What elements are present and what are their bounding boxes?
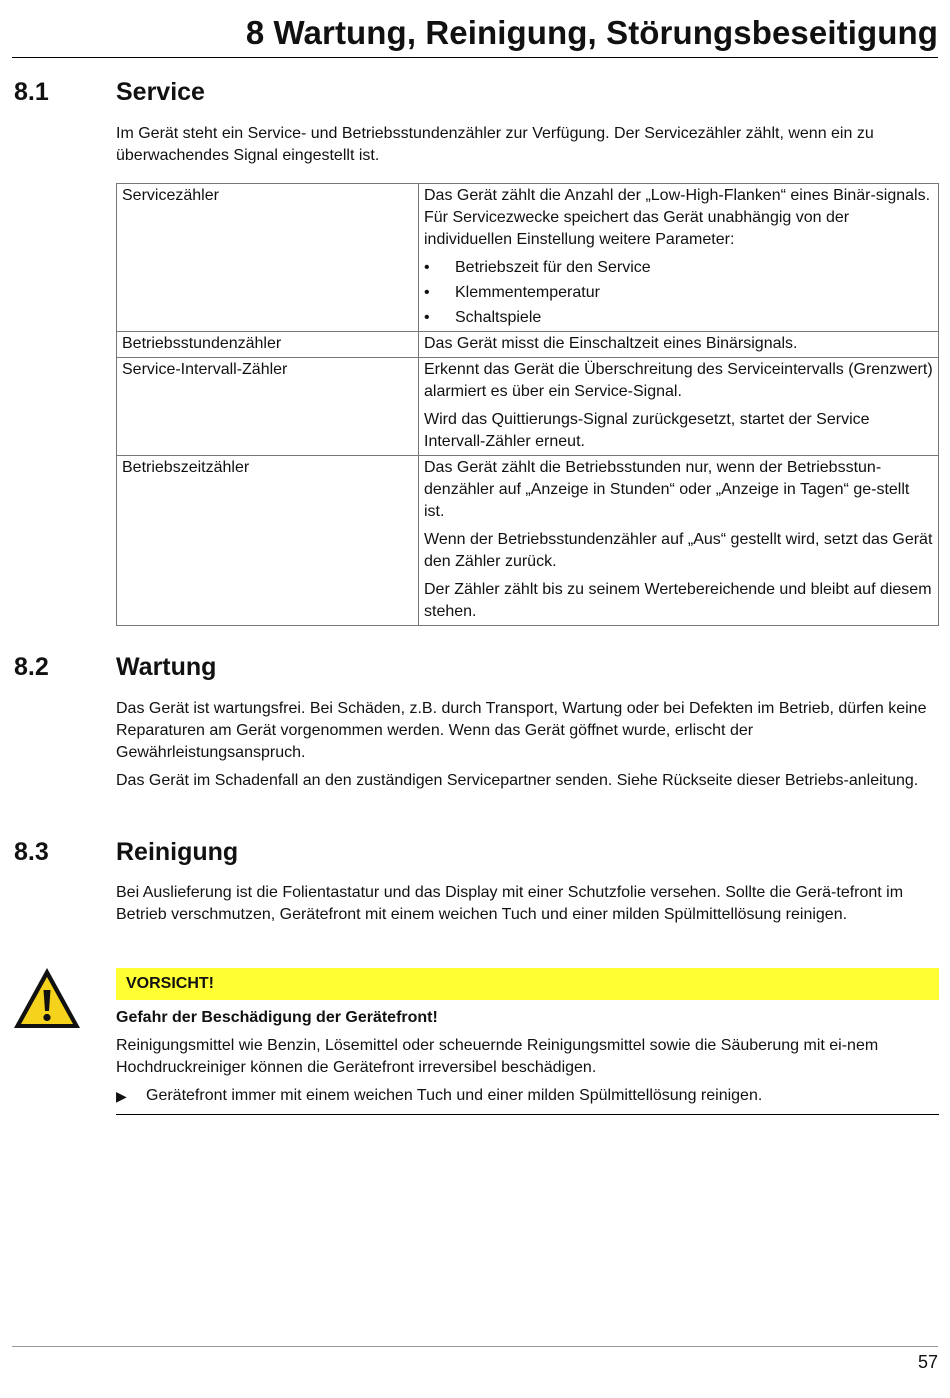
table-row xyxy=(117,456,939,626)
counter-description xyxy=(419,332,939,358)
warning-end-divider xyxy=(116,1114,939,1115)
counter-description xyxy=(419,358,939,456)
bullet-icon: • xyxy=(424,259,430,276)
table-row xyxy=(117,184,939,332)
chapter-title: 8 Wartung, Reinigung, Störungsbeseitigung xyxy=(245,14,938,51)
counter-table xyxy=(116,183,939,626)
bullet-icon: • xyxy=(424,284,430,301)
warning-text: Reinigungsmittel wie Benzin, Lösemittel oder scheuernde Reinigungsmittel sowie die Säuberung mit ei-nem Hochdruckreiniger können die Gerätefront irreversibel beschädigen. xyxy=(116,1037,879,1076)
counter-name: Betriebszeitzähler xyxy=(117,456,419,626)
counter-description xyxy=(419,456,939,626)
page-number: 57 xyxy=(917,1352,938,1372)
service-intro: Im Gerät steht ein Service- und Betriebsstundenzähler zur Verfügung. Der Servicezähler zählt, wenn ein zu überwachendes Signal eingestellt ist. xyxy=(116,125,874,164)
bullet-text: Schaltspiele xyxy=(455,309,542,326)
table-row xyxy=(117,358,939,456)
list-item xyxy=(424,282,933,304)
table-row xyxy=(117,332,939,358)
description-text: Das Gerät misst die Einschaltzeit eines Binärsignals. xyxy=(424,335,798,352)
bullet-icon: • xyxy=(424,309,430,326)
wartung-paragraph: Das Gerät im Schadenfall an den zuständigen Servicepartner senden. Siehe Rückseite dieser Betriebs-anleitung. xyxy=(116,772,919,789)
description-text: Der Zähler zählt bis zu seinem Wertebereichende und bleibt auf diesem stehen. xyxy=(424,581,932,620)
warning-action-text: Gerätefront immer mit einem weichen Tuch und einer milden Spülmittellösung reinigen. xyxy=(146,1087,763,1104)
bullet-text: Betriebszeit für den Service xyxy=(455,259,651,276)
section-title-wartung: Wartung xyxy=(116,653,217,681)
description-text: Das Gerät zählt die Betriebsstunden nur, wenn der Betriebsstun-denzähler auf „Anzeige in Stunden“ oder „Anzeige in Tagen“ ge-stellt ist. xyxy=(424,459,910,520)
section-title-reinigung: Reinigung xyxy=(116,838,239,866)
section-number-service: 8.1 xyxy=(14,78,49,106)
section-title-service: Service xyxy=(116,78,205,106)
section-number-reinigung: 8.3 xyxy=(14,838,49,866)
list-item xyxy=(424,257,933,279)
warning-action xyxy=(116,1085,940,1107)
counter-name: Betriebsstundenzähler xyxy=(117,332,419,358)
description-text: Das Gerät zählt die Anzahl der „Low-High-Flanken“ eines Binär-signals. Für Servicezwecke speichert das Gerät unabhängig von der individuellen Einstellung weitere Parameter: xyxy=(424,187,931,248)
play-arrow-icon: ▶ xyxy=(116,1088,127,1104)
counter-name: Service-Intervall-Zähler xyxy=(117,358,419,456)
wartung-paragraph: Das Gerät ist wartungsfrei. Bei Schäden, z.B. durch Transport, Wartung oder bei Defekten im Betrieb, dürfen keine Reparaturen am Gerät vorgenommen werden. Wenn das Gerät göffnet wurde, erlischt der Gewährleistungsanspruch. xyxy=(116,700,927,761)
list-item xyxy=(424,307,933,329)
description-text: Wenn der Betriebsstundenzähler auf „Aus“ gestellt wird, setzt das Gerät den Zähler zurück. xyxy=(424,531,933,570)
counter-description xyxy=(419,184,939,332)
warning-triangle-icon xyxy=(12,966,82,1030)
footer-divider xyxy=(12,1346,938,1347)
section-number-wartung: 8.2 xyxy=(14,653,49,681)
bullet-text: Klemmentemperatur xyxy=(455,284,600,301)
description-text: Erkennt das Gerät die Überschreitung des Serviceintervalls (Grenzwert) alarmiert es über ein Service-Signal. xyxy=(424,361,933,400)
warning-heading: Gefahr der Beschädigung der Gerätefront! xyxy=(116,1009,438,1026)
title-divider xyxy=(12,57,938,58)
warning-label: VORSICHT! xyxy=(116,968,939,1000)
counter-name: Servicezähler xyxy=(117,184,419,332)
description-text: Wird das Quittierungs-Signal zurückgesetzt, startet der Service Intervall-Zähler erneut. xyxy=(424,411,870,450)
reinigung-paragraph: Bei Auslieferung ist die Folientastatur und das Display mit einer Schutzfolie versehen. Sollte die Gerä-tefront im Betrieb verschmutzen, Gerätefront mit einem weichen Tuch und einer milden Spülmittellösung reinigen. xyxy=(116,884,904,923)
